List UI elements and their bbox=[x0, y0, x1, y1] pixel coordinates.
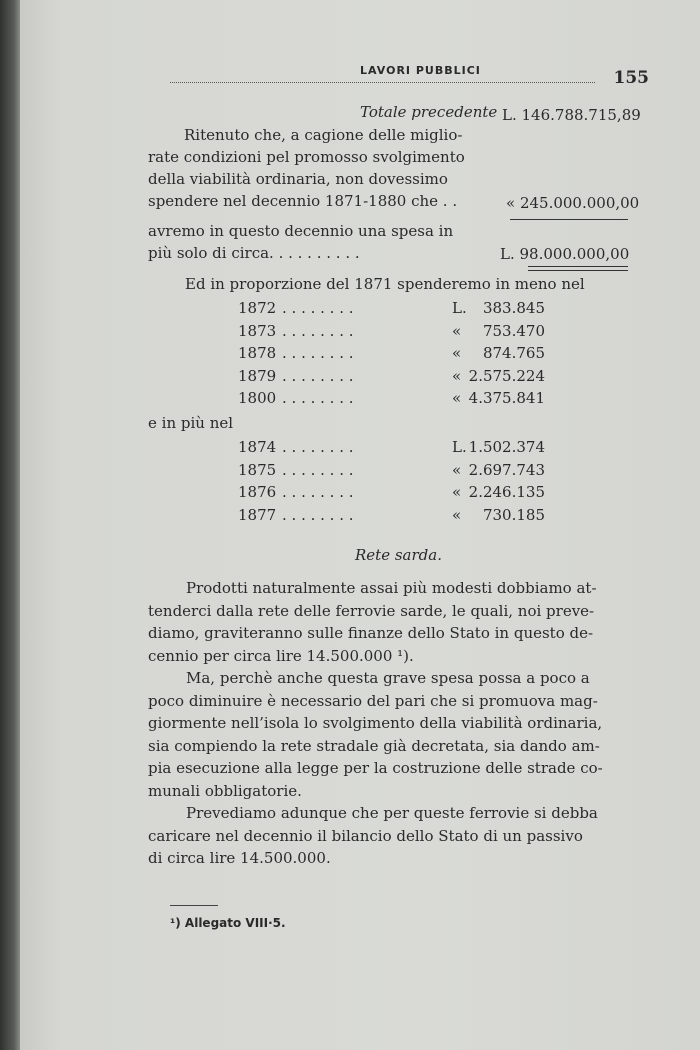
row-value: 2.697.743 bbox=[468, 460, 545, 479]
proportion-intro: Ed in proporzione del 1871 spenderemo in meno nel bbox=[185, 275, 585, 293]
double-rule-bottom bbox=[528, 270, 628, 271]
row-value: 383.845 bbox=[482, 299, 545, 317]
header-title: LAVORI PUBBLICI bbox=[360, 64, 481, 77]
amount-98: L. 98.000.000,00 bbox=[500, 245, 630, 263]
row-leader: . . . . . . . . bbox=[282, 344, 354, 362]
row-currency: « bbox=[452, 460, 462, 479]
row-leader: . . . . . . . . bbox=[282, 299, 354, 317]
book-gutter bbox=[0, 0, 20, 1050]
row-currency: « bbox=[452, 344, 462, 362]
text-line: più solo di circa. . . . . . . . . . bbox=[148, 244, 360, 262]
totale-amount: L. 146.788.715,89 bbox=[502, 106, 641, 124]
paragraph-line: Ma, perchè anche questa grave spesa possa a poco a bbox=[186, 669, 590, 687]
row-year: 1879 bbox=[238, 366, 277, 385]
row-leader: . . . . . . . . bbox=[282, 505, 354, 524]
double-rule-top bbox=[528, 266, 628, 267]
paragraph-line: sia compiendo la rete stradale già decretata, sia dando am- bbox=[148, 736, 600, 755]
paragraph-line: diamo, graviteranno sulle finanze dello Stato in questo de- bbox=[148, 624, 594, 642]
row-currency: « bbox=[452, 321, 462, 340]
row-currency: « bbox=[452, 483, 462, 501]
row-value: 2.575.224 bbox=[468, 366, 545, 385]
paragraph-line: giormente nell’isola lo svolgimento della viabilità ordinaria, bbox=[148, 714, 603, 732]
amount-245: « 245.000.000,00 bbox=[506, 194, 640, 212]
totale-label: Totale precedente bbox=[360, 103, 498, 121]
row-year: 1873 bbox=[238, 321, 277, 340]
row-currency: L. bbox=[452, 299, 467, 317]
row-leader: . . . . . . . . bbox=[282, 460, 354, 479]
row-leader: . . . . . . . . bbox=[282, 483, 354, 501]
row-value: 874.765 bbox=[482, 344, 545, 362]
row-value: 730.185 bbox=[482, 505, 545, 524]
page-number: 155 bbox=[613, 68, 649, 88]
text-line: rate condizioni pel promosso svolgimento bbox=[148, 148, 465, 166]
row-value: 2.246.135 bbox=[468, 483, 545, 501]
running-header bbox=[145, 62, 655, 92]
paragraph-line: di circa lire 14.500.000. bbox=[148, 849, 331, 867]
book-page bbox=[20, 0, 700, 1050]
text-line: spendere nel decennio 1871-1880 che . . bbox=[148, 192, 458, 210]
row-year: 1877 bbox=[238, 505, 277, 524]
section-heading: Rete sarda. bbox=[355, 546, 442, 564]
row-year: 1872 bbox=[238, 299, 277, 317]
paragraph-line: poco diminuire è necessario del pari che si promuova mag- bbox=[148, 691, 598, 710]
paragraph-line: Prodotti naturalmente assai più modesti dobbiamo at- bbox=[186, 579, 597, 597]
row-value: 1.502.374 bbox=[468, 438, 545, 456]
header-rule bbox=[170, 82, 595, 83]
row-year: 1875 bbox=[238, 460, 277, 479]
row-currency: « bbox=[452, 366, 462, 385]
paragraph-line: munali obbligatorie. bbox=[148, 781, 302, 800]
piu-intro: e in più nel bbox=[148, 414, 234, 432]
row-year: 1876 bbox=[238, 483, 277, 501]
row-value: 4.375.841 bbox=[468, 389, 545, 407]
row-year: 1800 bbox=[238, 389, 277, 407]
text-line: avremo in questo decennio una spesa in bbox=[148, 222, 454, 240]
footnote: ¹) Allegato VIII·5. bbox=[170, 916, 286, 930]
row-year: 1878 bbox=[238, 344, 277, 362]
row-leader: . . . . . . . . bbox=[282, 366, 354, 385]
row-currency: « bbox=[452, 505, 462, 524]
row-leader: . . . . . . . . bbox=[282, 321, 354, 340]
text-line: Ritenuto che, a cagione delle miglio- bbox=[184, 126, 463, 144]
paragraph-line: caricare nel decennio il bilancio dello Stato di un passivo bbox=[148, 826, 583, 845]
row-year: 1874 bbox=[238, 438, 277, 456]
paragraph-line: pia esecuzione alla legge per la costruzione delle strade co- bbox=[148, 759, 603, 777]
row-currency: « bbox=[452, 389, 462, 407]
paragraph-line: Prevediamo adunque che per queste ferrovie si debba bbox=[186, 804, 598, 822]
sum-rule bbox=[510, 219, 628, 220]
row-leader: . . . . . . . . bbox=[282, 438, 354, 456]
paragraph-line: tenderci dalla rete delle ferrovie sarde, le quali, noi preve- bbox=[148, 601, 595, 620]
text-line: della viabilità ordinaria, non dovessimo bbox=[148, 170, 448, 188]
row-leader: . . . . . . . . bbox=[282, 389, 354, 407]
footnote-rule bbox=[170, 905, 218, 906]
row-value: 753.470 bbox=[482, 321, 545, 340]
paragraph-line: cennio per circa lire 14.500.000 ¹). bbox=[148, 646, 414, 665]
row-currency: L. bbox=[452, 438, 467, 456]
